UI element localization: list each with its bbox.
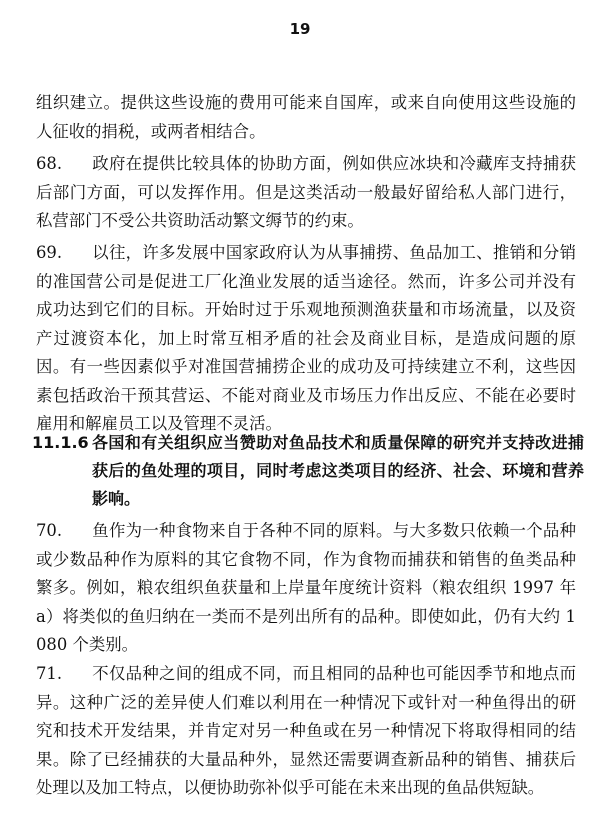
paragraph-text: 鱼作为一种食物来自于各种不同的原料。与大多数只依赖一个品种或少数品种作为原料的其它食物不同，作为食物而捕获和销售的鱼类品种繁多。例如，粮农组织鱼获量和上岸量年度统计资料（粮农组织 1997 年 a）将类似的鱼归纳在一类而不是列出所有的品种。即使如此，仍有大约 1 080 个类别。 bbox=[36, 521, 576, 654]
paragraph-68 bbox=[36, 150, 576, 236]
paragraph-number: 70. bbox=[36, 521, 63, 540]
paragraph-number: 71. bbox=[36, 664, 63, 683]
paragraph-text: 以往，许多发展中国家政府认为从事捕捞、鱼品加工、推销和分销的准国营公司是促进工厂化渔业发展的适当途径。然而，许多公司并没有成功达到它们的目标。开始时过于乐观地预测渔获量和市场流量，以及资产过渡资本化，加上时常互相矛盾的社会及商业目标，是造成问题的原因。有一些因素似乎对准国营捕捞企业的成功及可持续建立不利，这些因素包括政治干预其营运、不能对商业及市场压力作出反应、不能在必要时雇用和解雇员工以及管理不灵活。 bbox=[36, 243, 576, 433]
paragraph-70 bbox=[36, 517, 576, 660]
paragraph-69 bbox=[36, 239, 576, 439]
paragraph-text: 不仅品种之间的组成不同，而且相同的品种也可能因季节和地点而异。这种广泛的差异使人们难以利用在一种情况下或针对一种鱼得出的研究和技术开发结果，并肯定对另一种鱼或在另一种情况下将取得相同的结果。除了已经捕获的大量品种外，显然还需要调查新品种的销售、捕获后处理以及加工特点，以便协助弥补似乎可能在未来出现的鱼品供短缺。 bbox=[36, 664, 576, 797]
paragraph-text: 组织建立。提供这些设施的费用可能来自国库，或来自向使用这些设施的人征收的捐税，或两者相结合。 bbox=[36, 93, 576, 141]
paragraph-number: 68. bbox=[36, 154, 63, 173]
paragraph-text: 政府在提供比较具体的协助方面，例如供应冰块和冷藏库支持捕获后部门方面，可以发挥作用。但是这类活动一般最好留给私人部门进行，私营部门不受公共资助活动繁文缛节的约束。 bbox=[36, 154, 576, 230]
paragraph-number: 69. bbox=[36, 243, 63, 262]
section-11-1-6 bbox=[32, 429, 584, 513]
paragraph-67-continuation bbox=[36, 89, 576, 146]
section-number: 11.1.6 bbox=[32, 433, 89, 452]
page-number: 19 bbox=[289, 20, 311, 38]
paragraph-71 bbox=[36, 660, 576, 803]
section-text: 各国和有关组织应当赞助对鱼品技术和质量保障的研究并支持改进捕获后的鱼处理的项目，同时考虑这类项目的经济、社会、环境和营养影响。 bbox=[92, 433, 584, 508]
